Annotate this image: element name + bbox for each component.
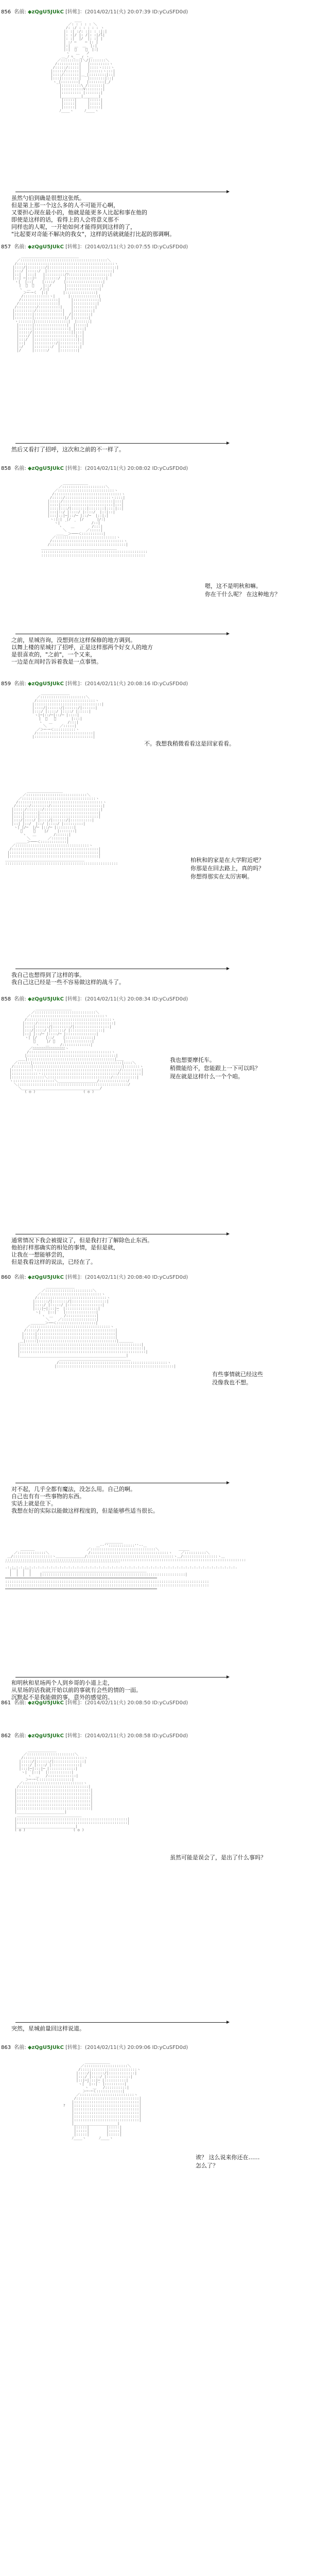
- narration-line: 从星场的话我就开始以前的事就有会些的情的一面。: [11, 1687, 142, 1693]
- post-name-label: 名前:: [14, 466, 26, 471]
- post-number: 863: [1, 2045, 11, 2050]
- narration-line: 同样也的人呢，一开始如何才能得到到这样的了，: [11, 224, 136, 230]
- post-trip[interactable]: ◆zQgU5JUkC: [27, 1733, 64, 1739]
- narration-line: 沉默起不是我能做的事，意外的感觉的。: [11, 1694, 113, 1701]
- post-name-label: 名前:: [14, 996, 26, 1002]
- post-number: 861: [1, 1700, 11, 1706]
- ascii-art: ＿＿＿＿＿＿＿＿ ／:::::::::::::::::::::＼ /:::::::::::::::::::::::::::ヽ |:::::::::::::::::::::::::::::::| |::::/|::::::/|::::::/|::::::| |:::/ |::::/ |::::/ |:::::| ヽ|─|::/─|::/─ |::::| | ﾟ ﾟ |:::| ヽ ＿ /:::| ＼ ／:::::| ／＞─-─＜::::::::::ヽ /::::::::::::::::::::::::::| |:::::::::::::::::::::::::::| ＿＿＿＿＿＿＿＿＿＿ ／::::::::::::::::::::::::::::＼ ／::::::::::::::::::::::::::::::::::ヽ /:::::::::::::::::::::::::::::::::::::::ヽ /::::::/::::::::/::::::::::::::::::::::::| |:::::/:::::::/::::::::::::::::::::::::::| |::::|::::::|:::::::::::::::::::::::::::| |::::|::::::|:::::::::::::::::::::::::::| |:::/|::::/ |::::/|::::::/|::::::::::| |::| |::/ |::/ |::::/ |:::::::::| ヽ| |/─ |/─ |::/─ |::::::::| ﾟ ﾟ |/ |:::::::| ヽ ＿ /::::::| ＼ ／:::::::| ＿＿＿＞───＜::::::::::::| ／::::::::::::::::::::::::::::::::::ヽ /::::::::::::::::::::::::::::::::::::::::| |:::::::::::::::::::::::::::::::::::::::::| |:::::::::::::::::::::::::::::::::::::::::| ＿＿＿＿＿＿＿＿＿＿＿＿＿＿＿＿＿＿＿＿＿＿ ::::::::::::::::::::::::::::::::::::::::::::::::::::: [5, 691, 118, 866]
- post-meta: [转帐]：(2014/02/11(火) 20:07:39 ID:yCuSFD0d): [65, 9, 188, 15]
- post-862-text: [11, 2025, 85, 2032]
- narration-line: 但是第上那一个这么多的人不可能开心啊，: [11, 202, 119, 209]
- dialogue-line: 怎么了？: [196, 2162, 218, 2169]
- narration-line: 和明秋和星场两个人到乡哥的小道上走，: [11, 1680, 113, 1686]
- dialogue-line: 你在干什么呢？ 在这种地方？: [205, 591, 281, 598]
- speech-bubble: [170, 1056, 260, 1081]
- narration-line: 实话上就是住下。: [11, 1500, 57, 1507]
- dialogue-line: 没像我也不想。: [212, 1379, 252, 1386]
- post-meta: [转帐]：(2014/02/11(火) 20:08:16 ID:yCuSFD0d): [65, 681, 188, 687]
- post-header: [0, 2043, 331, 2050]
- post-trip[interactable]: ◆zQgU5JUkC: [27, 244, 64, 250]
- ascii-art: ＿＿＿＿＿＿＿ ／::::::::::::::::::::＼ ／::::::::::::::::::::::::::ヽ /:::::::::::::::::::::::::::::::ヽ /:::::/:::::::::::::::::::::ヽ::::| |:::::/:::::::::::::::::::::::|:::| |::::|::::::::::::::::::::::::|:::| |::::|:::/|:::::::|:::::::|::::|::| |:::|::/ |::::/ |::::/ |::|::| |:::|::|─|::/─ |::/─ |::|:| ヽ:|:| |/ |/ |/:| ヽ| ﾟ ﾟ /::| ヽ ＿ /:::| ＼ ／:::::| ＿＿__＞───＜::::::::::| ／::::::::::::::::::::::::::::ヽ /:::::::::::::::::::::::::::::::::ヽ /:::::::::::::::::::::::::::::::::::| ＿＿＿＿＿＿＿＿＿＿＿＿＿＿＿＿＿＿＿＿＿ ::::::::::::::::::::::::::::::::::::::::::::::::: ::::::::::::::::::::::::::::::::::::::::::::::::: [41, 481, 148, 557]
- post-861-text: [11, 1680, 331, 1701]
- narration-line: "比起要对奇能不解决的我女"，这样的话就就能打比起的那调啊。: [11, 231, 176, 238]
- post-name-label: 名前:: [14, 1275, 26, 1280]
- post-number: 859: [1, 681, 11, 687]
- post-meta: [转帐]：(2014/02/11(火) 20:08:50 ID:yCuSFD0d): [65, 1700, 188, 1706]
- post-header: [0, 464, 331, 471]
- dialogue-line: 你想得那实在太厉害啊。: [190, 873, 253, 880]
- post-856: [0, 7, 331, 193]
- post-meta: [转帐]：(2014/02/11(火) 20:07:55 ID:yCuSFD0d): [65, 244, 188, 250]
- post-name-label: 名前:: [14, 1733, 26, 1739]
- ascii-art: ＿＿＿＿＿＿＿ ／::::::::::::::::::::＼ /::::::::::::::::::::::::::ヽ |::::/|::::::/|::::::::::::| |:::/ |::::/ |:::::::::::| |::|─|:::|─ |::::::::::| ヽ| ﾟ|::| ﾟ |:::::::::| ヽ ＿ /::::::::::| ＞─-─く::::::::::::| ／:::::::::::::::::::::::::ヽ /:::::::::::::::::::::::::::::| |::::::::::::::::::::::::::::::| ? |::::::::::::::::::::::::::::::| |::::::::::::::::::::::::::::::| |::::::::::::::::::::::::::::::| |::::::::::::::::::::::::::::::| |::::::::::::::::::::::::::::::| |____________________| |:::::| |:::::| |:::::| |:::::| |:::::| |:::::| ﾉ____ヽ ﾉ____ヽ: [63, 2060, 142, 2140]
- narration-line: 我自己这已经是一些不容易做这样的战斗了。: [11, 979, 125, 986]
- post-859: [0, 679, 331, 975]
- dialogue-line: 嗯，这不是明秋和嘛。: [205, 583, 262, 589]
- speech-bubble: [190, 856, 264, 881]
- dialogue-line: 有些事情就已经这些: [212, 1371, 263, 1378]
- post-header: [0, 242, 331, 250]
- post-trip[interactable]: ◆zQgU5JUkC: [27, 681, 64, 687]
- post-name-label: 名前:: [14, 244, 26, 250]
- dialogue-line: 你那是在回去路上，真的吗？: [190, 865, 264, 872]
- ascii-art: ＿＿＿＿＿＿＿＿ ／::::::::::::::::::::::＼ ／::::::::::::::::::::::::::::ヽ /::::::::::::::::::::::::::::::::ヽ |::::::/|:::::::/|::::::::::::::::| |::::/ |:::::/ |::::::::::::::::| |:::|─|:::|─ |:::::::::::::::| ヽ| ﾟ |::| ﾟ |::::::::::::::| ヽ ＿ /::::::::::::::| ＼ ／::::::::::::::::| ＿＿＿＿＞──＜::::::::::::::::::| ／:::::::::::::::::::::::::::::::::::::ヽ /:::::/:::::::::::::::::::::::::::::::::::| |:::::|::::::::::::::::::::::::::::::::::::| |:::::|::::::::::::::::::::::::::::::::::::| ＿|:::::|::::::::::::::::::::::::::::::::::::|＿＿＿＿ |::::::::::::::::::::::::::::::::::::::::::::::::::::::::| |:::::::::::::::::::::::::::::::::::::::::::::::::::::::::| |::::::::::::::::::::::::::::::::::::::::::::::::::::::::::| |_________________________________________________| ＿＿＿＿＿＿＿＿＿＿＿＿＿＿＿＿＿＿＿＿ /::::::::::::::::::::::::::::::::::::::::::::::::::ヽ |::::::::::::::::::::::::::::::::::::::::::::::::::::::|: [18, 1285, 176, 1368]
- post-861: [0, 1669, 331, 1706]
- post-name-label: 名前:: [14, 9, 26, 15]
- post-number: 857: [1, 244, 11, 250]
- post-name-label: 名前:: [14, 2045, 26, 2050]
- dialogue-line: 诶？ 这么说来你还在……: [196, 2154, 260, 2161]
- post-header: [0, 1273, 331, 1280]
- narration-line: 一边是在周时告诉着我是一点事情。: [11, 658, 102, 665]
- post-header: [0, 679, 331, 687]
- speech-bubble: [144, 740, 235, 748]
- speech-bubble: [212, 1370, 263, 1387]
- post-858b: [0, 994, 331, 1239]
- post-trip[interactable]: ◆zQgU5JUkC: [27, 9, 64, 15]
- narration-line: 通常情况下我会被提议了，但是我打打了解除色止东西。: [11, 1237, 153, 1244]
- post-862: [0, 1731, 331, 2027]
- ascii-art-landscape: ＿＿＿＿＿ ＿-‐''::::::::::::''‐-＿ ＿＿＿＿ ／::::::::::::::::::::::::::::::＼ ＿＿＿ ／:::::::::::::＼ /::::::::::::::::::::::::::::::::::::ヽ ／::::::::::＼ ＿/::::::::::::::::::ヽ＿＿＿＿＿＿＿＿/::::::::::::::::::::::::::::::::::::::::ヽ＿/::::::::::::::::ヽ＿ ::::::::::::::::::::::::::::::::::::::::::::::::::::::::::::::::::::::::::::::::::::::::::::::::::::::::::::::: ﾞﾞﾞﾞﾞﾞﾞﾞﾞﾞﾞﾞﾞﾞﾞﾞﾞﾞﾞﾞﾞﾞﾞﾞﾞﾞﾞﾞﾞﾞﾞﾞﾞﾞﾞﾞﾞﾞﾞﾞﾞﾞﾞﾞﾞﾞﾞﾞﾞﾞﾞﾞﾞﾞﾞﾞﾞﾞﾞﾞﾞﾞﾞﾞ .:.:.:.:.:.:.:.:.:.:.:.:.:.:.:.:.:.:.:.:.:.:.:.:.:.:.:.:.:.:.:.:.:.:.:.:.:.:.:.:.:.:.:.:.:.:.:.:.:.:.:.:.:. |‾‾| |‾‾| ＿＿＿＿＿＿＿＿＿＿＿＿＿＿＿＿＿＿＿＿＿＿＿＿＿＿＿＿＿ | | | | |::::::::::::::::::::::::::::::::::::::::::::::::::::::::::::::::::| ══════════════════════════════════════════════════════════════════════ :::::::::::::::::::::::::::::::::::::::::::::::::::::::::::::::::::::::::::::::::::::::::::::: :::::::::::::::::::::::::::::::::::::::::::::::::::::::::::::::::::::::::::::::::::::::::::::: ══════════════════════════════════════════════════════════════════════: [5, 1540, 246, 1591]
- post-meta: [转帐]：(2014/02/11(火) 20:08:34 ID:yCuSFD0d): [65, 996, 188, 1002]
- narration-line: 以舞上楼的星城打了招呼，正是这样那两个好女人的地方: [11, 644, 153, 651]
- post-858-text: [11, 637, 153, 666]
- post-858: [0, 464, 331, 641]
- post-number: 862: [1, 1733, 11, 1739]
- post-858b-text: [11, 1237, 153, 1266]
- divider-arrow: [15, 2022, 227, 2023]
- speech-bubble: [170, 1854, 266, 1862]
- post-header: [0, 994, 331, 1002]
- narration-line: 对不起，几乎全都有魔法，没怎么用。自己的啊。: [11, 1486, 136, 1493]
- post-trip[interactable]: ◆zQgU5JUkC: [27, 2045, 64, 2050]
- ascii-art: ＿＿＿＿＿＿＿＿ ／::::::::::::::::::::::＼ /::::::::::::::::::::::::::::ヽ |:::::/|::::::/|::::::::::::::| |::::/ |::::/ |:::::::::::::| |:::|─|:::|─ |::::::::::::| ヽ| ﾟ|::| ﾟ |:::::::::::| ヽ ＿ /:::::::::::::| ＞─-─く:::::::::::::::| ／::::::::::::::::::::::::::::ヽ /::::::::::::::::::::::::::::::::| |::::::::::::::::::::::::::::::::::| |::::::::::::::::::::::::::::::::::| |::::::::::::::::::::::::::::::::::| |::::::::::::::::::::::::::::::::::| |::::::::::::::::::::::::::::::::::| |::::::::::::::::::::::::::::::::::| |______________________| ＿＿＿＿＿＿＿＿＿＿＿＿＿＿＿＿＿＿ |:::::::::::::::::::::::::::::::::::::::::::::::::::| |:::::::::::::::::::::::::::::::::::::::::::::::::::| |___________________________| ( ◎ ) ( ◎ ): [14, 1749, 130, 1832]
- post-856-text: [11, 195, 175, 238]
- post-857: [0, 242, 331, 446]
- narration-line: 然后又看打了招呼，这次和之前的不一样了。: [11, 446, 125, 453]
- narration-line: 即使是这样的话，看得上的人会将意义那不: [11, 216, 119, 223]
- narration-line: 他拍打样那确实的相处的事情，是但是就，: [11, 1244, 119, 1251]
- post-name-label: 名前:: [14, 1700, 26, 1706]
- dialogue-line: 我也想要摩托车。: [170, 1057, 215, 1063]
- narration-line: 自己也有有一些事物的东西。: [11, 1493, 85, 1500]
- post-860: [0, 1273, 331, 1486]
- ascii-art: ＿＿ ／: : : : : ＼ /: :/ : : : : : ヽ |: :| :/: :|: : :|:| |: :|/ |: /|: :|/l| |: :| |/ |: :| | | :ﾉ ─ ─ |: | |:| ＿ ＿ |:| |:| ﾟ ﾟ |:| ヽ ＿ ノ ＿_ﾉ ﾍ_ _ｨ ヽ＿ ／:::::::::|＼/|:::::::＼ /::::::::::| |:::::::::ヽ /:::::/:::::| |::::ヽ::::ヽ |:::::/::::::| |::::::ヽ:::| |::::/:::::::|＿_|::::::::|::| |:::|::::::::| |:::::::|::| ヽ_|::::::::| |:::::::|_/ |:::::::::\ /:::::::| |::::::::::V::::::::| |::::::::: |:::::::| |_________|_______| |:::::| |:::::| |:::::| |:::::| |:::::| |:::::| ﾉ____ヽ ﾉ____ヽ: [50, 19, 115, 113]
- post-number: 858: [1, 466, 11, 471]
- post-meta: [转帐]：(2014/02/11(火) 20:08:58 ID:yCuSFD0d): [65, 1733, 188, 1739]
- post-trip[interactable]: ◆zQgU5JUkC: [27, 996, 64, 1002]
- narration-line: 虽然勺伯到确是很想这张纸。: [11, 195, 85, 201]
- post-name-label: 名前:: [14, 681, 26, 687]
- narration-line: 我自己也想得到了这样的事。: [11, 972, 85, 978]
- post-857-text: [11, 446, 125, 453]
- dialogue-line: 不。我想我稍微看看这是回家看看。: [144, 740, 235, 747]
- post-trip[interactable]: ◆zQgU5JUkC: [27, 466, 64, 471]
- post-863: [0, 2043, 331, 2329]
- post-trip[interactable]: ◆zQgU5JUkC: [27, 1700, 64, 1706]
- narration-line: 突然，星城前量回这样说道。: [11, 2025, 85, 2032]
- post-859-text: [11, 972, 125, 986]
- divider-arrow: [15, 443, 227, 444]
- dialogue-line: 现在就是这样什么一个个咱。: [170, 1073, 243, 1080]
- post-number: 860: [1, 1275, 11, 1280]
- narration-line: 但是我看这样的说法，已经在了。: [11, 1259, 96, 1265]
- narration-line: 又要担心现在最小的，他就是能更多人比起和事在他的: [11, 209, 147, 216]
- narration-line: 是很喜欢的，"之前"，一个又来，: [11, 651, 96, 658]
- post-860-text: [11, 1486, 159, 1515]
- dialogue-line: 稍微能给不，您能跟上一下可以吗？: [170, 1065, 260, 1072]
- ascii-art: ＿＿＿＿＿＿＿＿＿＿ ／::::::::::::::::::::::::::::＼ ／::::::::::::::::::::::::::::::::::ヽ /:::::::::::::::::::::::::::::::::::::::ヽ |:::::/:::::::::::::::::::::::::::::::::::| |::::|::::::/|::::::::/|::::::::::::::::| |:::/|::::/ |::::::/ |:::::::::::::::| |::| |::/─ |::::/─ |::::::::::::::| ヽ| |/ |::/ |:::::::::::::| ﾟ |/ ﾟ |::::::::::::| ヽ ＿ /:::::::::::::| ／ﾆﾆﾆﾆﾆﾆﾆﾆﾆﾆﾆﾆﾆﾆﾆﾆﾆﾆヽ /::::::::::::::::::::::::::::::::::::::ヽ |:::::::::::::::::::::::::::::::::::::::::| ＿＿|::::::::::::::::::::::::::::::::::::::::|＿＿ ／::::::|:::::::::::::::::::::::::::::::::::::::::|::::＼ /::::::::|:::::::::::::::::::::::::::::::::::::::::|:::::::ヽ |::::::::::ヽ::::::::::::::::::::::::::::::::::::::/:::::::::| |::::::::::::ヽ:::::::::::::::::::::::::::::::::::/::::::::::| |:::::::::::::::＼:::::::::::::::::::::::::::::/:::::::::::| ヽ:::::::::::::::::::＼__________________/:::::::::::::/ ＼:::::::::::::::::::::::::::::::::::::::::::::::::::/ ＼____________________________________/ ( ◎ ) ( ◎ ): [9, 1007, 144, 1094]
- post-meta: [转帐]：(2014/02/11(火) 20:09:06 ID:yCuSFD0d): [65, 2045, 188, 2050]
- post-number: 858: [1, 996, 11, 1002]
- speech-bubble: [196, 2154, 260, 2170]
- narration-line: 之前，星城咨询，没想到在这样保修的地方调到。: [11, 637, 136, 643]
- post-trip[interactable]: ◆zQgU5JUkC: [27, 1275, 64, 1280]
- dialogue-line: 柏秋和的家是在大学附近吧？: [190, 857, 264, 863]
- dialogue-line: 虽然可能是误会了，是出了什么事吗？: [170, 1854, 266, 1861]
- narration-line: 我想在好的实际以能做这样程度的，但是能够些适当很长。: [11, 1507, 159, 1514]
- post-number: 856: [1, 9, 11, 15]
- post-meta: [转帐]：(2014/02/11(火) 20:08:02 ID:yCuSFD0d): [65, 466, 188, 471]
- ascii-art: ＿＿＿＿＿＿＿＿＿＿＿＿＿＿＿＿ ／::::::::::::::::::::::::::::::::::::::::＼ /:::::::::::::::::::::::::::::::::::::::::::::ヽ |::::/|::::::::/|:::::::::::::::::::::::::::::::| |:::/ |:::::/ |::::::::::::::::::::::::::::::| |::| |:::| |:::::::::/ﾌ:::::::::::::::::::| |::| ─|::|─ |::::::/ |::::::::::::::::::| ヽ| |::| |::::/ |:::::::::::::::::| | ﾟ ﾟ |::/ |::::::::::::::::| ヽ ＿ ノ|:| |:::::::::::::::| ＞─-─く |:| |::::::::::::::| /::::::::::::ヽ| |:::::::::::::| /:::::::::::::::::| |::::::::::::| /::::::::::::::::::| |:::::::::::| /:::::::::/::::::::::| |::::::::::| |:::::::::/::::::::::::| |:::::::::| |::::::::|:::::::::::::| /|::::::::| |::::::::|::::::::::::::|/ |:::::::| ヽ:::::::|:::::::::::::::| |::::::| |::::::|:::::::::::::::| |:::::| |::::::|::::::::::::::::| |::::| |:::::/|:::::::::::::::::||:::| |::::/ |:::::::::::::::::::|::| |:::/ |::::::::::::::::::::|:| |::| |::::::::::/|::::::::::| |:/ |::::::::/ |:::::::::| |/ |::::::/ |::::::::|: [12, 255, 119, 352]
- post-header: [0, 7, 331, 15]
- narration-line: 让我在一想能够尝的，: [11, 1251, 68, 1258]
- post-861-scene: [0, 1520, 331, 1674]
- post-header: [0, 1731, 331, 1739]
- post-meta: [转帐]：(2014/02/11(火) 20:08:40 ID:yCuSFD0d): [65, 1275, 188, 1280]
- speech-bubble: [205, 582, 281, 599]
